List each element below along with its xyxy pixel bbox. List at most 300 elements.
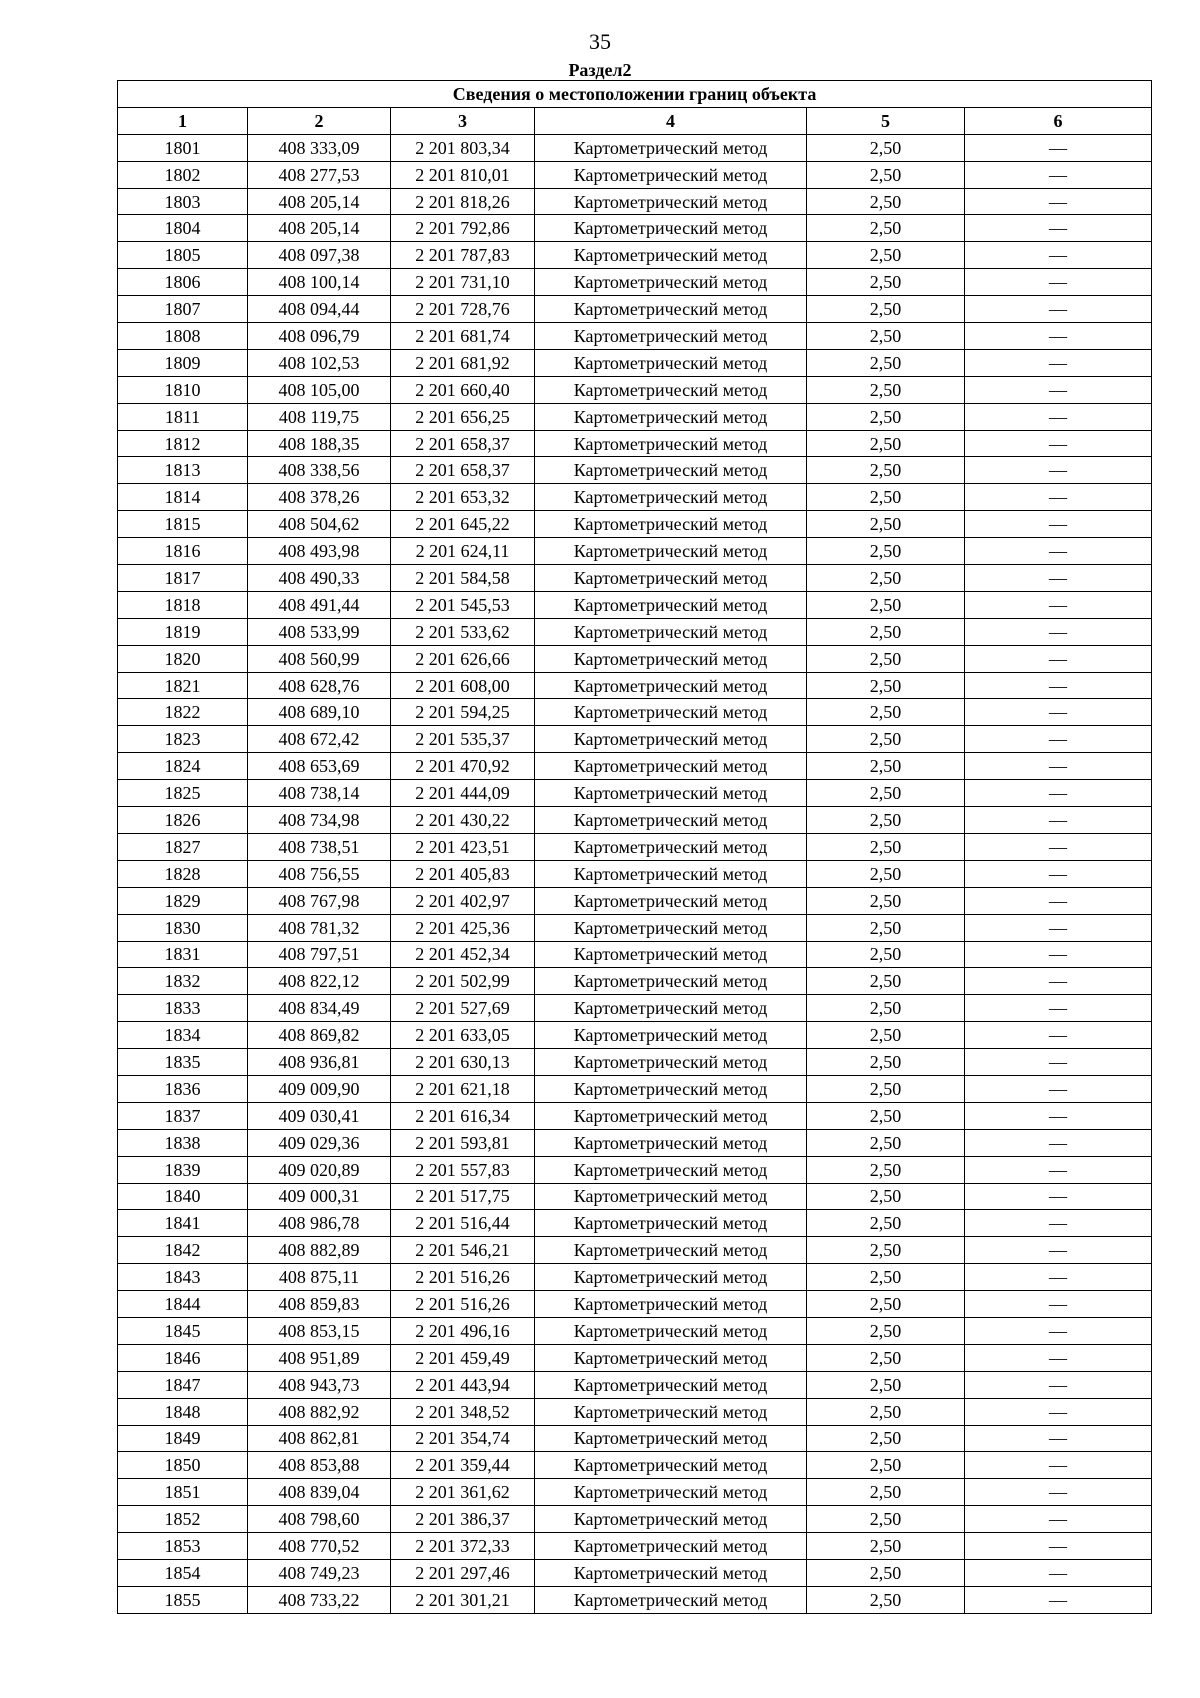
note-cell: — — [965, 1210, 1152, 1237]
accuracy-cell: 2,50 — [807, 1506, 965, 1533]
table-row — [118, 376, 1152, 403]
accuracy-cell: 2,50 — [807, 860, 965, 887]
table-body — [118, 134, 1152, 1613]
x-coordinate-cell: 408 100,14 — [248, 269, 391, 296]
method-cell: Картометрический метод — [535, 887, 807, 914]
point-number-cell: 1829 — [118, 887, 248, 914]
table-row — [118, 1183, 1152, 1210]
table-row — [118, 538, 1152, 565]
method-cell: Картометрический метод — [535, 269, 807, 296]
method-cell: Картометрический метод — [535, 1317, 807, 1344]
point-number-cell: 1832 — [118, 968, 248, 995]
method-cell: Картометрический метод — [535, 188, 807, 215]
note-cell: — — [965, 323, 1152, 350]
point-number-cell: 1834 — [118, 1022, 248, 1049]
method-cell: Картометрический метод — [535, 1452, 807, 1479]
point-number-cell: 1816 — [118, 538, 248, 565]
note-cell: — — [965, 1291, 1152, 1318]
accuracy-cell: 2,50 — [807, 161, 965, 188]
y-coordinate-cell: 2 201 626,66 — [391, 645, 535, 672]
accuracy-cell: 2,50 — [807, 188, 965, 215]
note-cell: — — [965, 1183, 1152, 1210]
note-cell: — — [965, 134, 1152, 161]
note-cell: — — [965, 1533, 1152, 1560]
point-number-cell: 1838 — [118, 1129, 248, 1156]
note-cell: — — [965, 376, 1152, 403]
point-number-cell: 1815 — [118, 511, 248, 538]
accuracy-cell: 2,50 — [807, 1022, 965, 1049]
table-header-row — [118, 107, 1152, 134]
table-row — [118, 349, 1152, 376]
point-number-cell: 1839 — [118, 1156, 248, 1183]
method-cell: Картометрический метод — [535, 538, 807, 565]
y-coordinate-cell: 2 201 516,44 — [391, 1210, 535, 1237]
table-row — [118, 968, 1152, 995]
note-cell: — — [965, 457, 1152, 484]
note-cell: — — [965, 833, 1152, 860]
x-coordinate-cell: 409 029,36 — [248, 1129, 391, 1156]
column-header: 1 — [118, 107, 248, 134]
accuracy-cell: 2,50 — [807, 807, 965, 834]
note-cell: — — [965, 1049, 1152, 1076]
point-number-cell: 1828 — [118, 860, 248, 887]
point-number-cell: 1821 — [118, 672, 248, 699]
method-cell: Картометрический метод — [535, 430, 807, 457]
y-coordinate-cell: 2 201 496,16 — [391, 1317, 535, 1344]
y-coordinate-cell: 2 201 297,46 — [391, 1559, 535, 1586]
x-coordinate-cell: 408 277,53 — [248, 161, 391, 188]
table-row — [118, 511, 1152, 538]
column-header: 6 — [965, 107, 1152, 134]
note-cell: — — [965, 672, 1152, 699]
column-header: 4 — [535, 107, 807, 134]
table-row — [118, 215, 1152, 242]
table-row — [118, 430, 1152, 457]
accuracy-cell: 2,50 — [807, 403, 965, 430]
y-coordinate-cell: 2 201 633,05 — [391, 1022, 535, 1049]
point-number-cell: 1825 — [118, 780, 248, 807]
x-coordinate-cell: 408 504,62 — [248, 511, 391, 538]
accuracy-cell: 2,50 — [807, 1559, 965, 1586]
point-number-cell: 1824 — [118, 753, 248, 780]
method-cell: Картометрический метод — [535, 403, 807, 430]
y-coordinate-cell: 2 201 621,18 — [391, 1075, 535, 1102]
method-cell: Картометрический метод — [535, 1371, 807, 1398]
accuracy-cell: 2,50 — [807, 591, 965, 618]
point-number-cell: 1846 — [118, 1344, 248, 1371]
method-cell: Картометрический метод — [535, 995, 807, 1022]
point-number-cell: 1823 — [118, 726, 248, 753]
method-cell: Картометрический метод — [535, 618, 807, 645]
note-cell: — — [965, 1102, 1152, 1129]
method-cell: Картометрический метод — [535, 511, 807, 538]
accuracy-cell: 2,50 — [807, 1049, 965, 1076]
x-coordinate-cell: 408 738,51 — [248, 833, 391, 860]
point-number-cell: 1827 — [118, 833, 248, 860]
point-number-cell: 1808 — [118, 323, 248, 350]
table-row — [118, 1344, 1152, 1371]
note-cell: — — [965, 887, 1152, 914]
y-coordinate-cell: 2 201 593,81 — [391, 1129, 535, 1156]
note-cell: — — [965, 430, 1152, 457]
table-row — [118, 833, 1152, 860]
accuracy-cell: 2,50 — [807, 1183, 965, 1210]
section-title: Раздел2 — [568, 60, 632, 80]
point-number-cell: 1811 — [118, 403, 248, 430]
accuracy-cell: 2,50 — [807, 1210, 965, 1237]
note-cell: — — [965, 242, 1152, 269]
note-cell: — — [965, 403, 1152, 430]
accuracy-cell: 2,50 — [807, 995, 965, 1022]
method-cell: Картометрический метод — [535, 134, 807, 161]
point-number-cell: 1835 — [118, 1049, 248, 1076]
table-caption-row — [118, 81, 1152, 108]
table-row — [118, 134, 1152, 161]
point-number-cell: 1833 — [118, 995, 248, 1022]
table-row — [118, 914, 1152, 941]
point-number-cell: 1804 — [118, 215, 248, 242]
accuracy-cell: 2,50 — [807, 618, 965, 645]
table-caption: Сведения о местоположении границ объекта — [118, 81, 1152, 108]
point-number-cell: 1814 — [118, 484, 248, 511]
point-number-cell: 1812 — [118, 430, 248, 457]
point-number-cell: 1806 — [118, 269, 248, 296]
x-coordinate-cell: 408 490,33 — [248, 565, 391, 592]
note-cell: — — [965, 699, 1152, 726]
note-cell: — — [965, 565, 1152, 592]
note-cell: — — [965, 807, 1152, 834]
point-number-cell: 1853 — [118, 1533, 248, 1560]
table-row — [118, 807, 1152, 834]
note-cell: — — [965, 1317, 1152, 1344]
accuracy-cell: 2,50 — [807, 1317, 965, 1344]
y-coordinate-cell: 2 201 502,99 — [391, 968, 535, 995]
method-cell: Картометрический метод — [535, 1210, 807, 1237]
table-row — [118, 1075, 1152, 1102]
x-coordinate-cell: 408 491,44 — [248, 591, 391, 618]
point-number-cell: 1842 — [118, 1237, 248, 1264]
table-row — [118, 457, 1152, 484]
method-cell: Картометрический метод — [535, 1237, 807, 1264]
x-coordinate-cell: 408 096,79 — [248, 323, 391, 350]
y-coordinate-cell: 2 201 348,52 — [391, 1398, 535, 1425]
accuracy-cell: 2,50 — [807, 376, 965, 403]
table-row — [118, 1291, 1152, 1318]
note-cell: — — [965, 1506, 1152, 1533]
accuracy-cell: 2,50 — [807, 269, 965, 296]
note-cell: — — [965, 1156, 1152, 1183]
method-cell: Картометрический метод — [535, 1533, 807, 1560]
table-row — [118, 403, 1152, 430]
method-cell: Картометрический метод — [535, 699, 807, 726]
point-number-cell: 1852 — [118, 1506, 248, 1533]
point-number-cell: 1826 — [118, 807, 248, 834]
point-number-cell: 1801 — [118, 134, 248, 161]
table-row — [118, 591, 1152, 618]
note-cell: — — [965, 968, 1152, 995]
y-coordinate-cell: 2 201 527,69 — [391, 995, 535, 1022]
x-coordinate-cell: 408 749,23 — [248, 1559, 391, 1586]
y-coordinate-cell: 2 201 533,62 — [391, 618, 535, 645]
y-coordinate-cell: 2 201 810,01 — [391, 161, 535, 188]
table-row — [118, 753, 1152, 780]
point-number-cell: 1805 — [118, 242, 248, 269]
y-coordinate-cell: 2 201 423,51 — [391, 833, 535, 860]
table-row — [118, 1586, 1152, 1613]
method-cell: Картометрический метод — [535, 1344, 807, 1371]
x-coordinate-cell: 408 672,42 — [248, 726, 391, 753]
note-cell: — — [965, 591, 1152, 618]
table-row — [118, 995, 1152, 1022]
method-cell: Картометрический метод — [535, 565, 807, 592]
table-row — [118, 1129, 1152, 1156]
table-row — [118, 780, 1152, 807]
accuracy-cell: 2,50 — [807, 1371, 965, 1398]
x-coordinate-cell: 408 822,12 — [248, 968, 391, 995]
x-coordinate-cell: 408 493,98 — [248, 538, 391, 565]
y-coordinate-cell: 2 201 301,21 — [391, 1586, 535, 1613]
y-coordinate-cell: 2 201 386,37 — [391, 1506, 535, 1533]
y-coordinate-cell: 2 201 656,25 — [391, 403, 535, 430]
y-coordinate-cell: 2 201 430,22 — [391, 807, 535, 834]
x-coordinate-cell: 409 020,89 — [248, 1156, 391, 1183]
table-row — [118, 699, 1152, 726]
x-coordinate-cell: 408 882,92 — [248, 1398, 391, 1425]
table-row — [118, 242, 1152, 269]
x-coordinate-cell: 408 936,81 — [248, 1049, 391, 1076]
y-coordinate-cell: 2 201 425,36 — [391, 914, 535, 941]
table-row — [118, 1452, 1152, 1479]
point-number-cell: 1802 — [118, 161, 248, 188]
table-row — [118, 941, 1152, 968]
accuracy-cell: 2,50 — [807, 134, 965, 161]
point-number-cell: 1840 — [118, 1183, 248, 1210]
point-number-cell: 1819 — [118, 618, 248, 645]
x-coordinate-cell: 408 105,00 — [248, 376, 391, 403]
note-cell: — — [965, 618, 1152, 645]
x-coordinate-cell: 408 875,11 — [248, 1264, 391, 1291]
note-cell: — — [965, 349, 1152, 376]
accuracy-cell: 2,50 — [807, 1075, 965, 1102]
method-cell: Картометрический метод — [535, 726, 807, 753]
note-cell: — — [965, 1022, 1152, 1049]
table-row — [118, 484, 1152, 511]
point-number-cell: 1822 — [118, 699, 248, 726]
x-coordinate-cell: 408 943,73 — [248, 1371, 391, 1398]
x-coordinate-cell: 408 378,26 — [248, 484, 391, 511]
method-cell: Картометрический метод — [535, 914, 807, 941]
x-coordinate-cell: 408 205,14 — [248, 215, 391, 242]
y-coordinate-cell: 2 201 653,32 — [391, 484, 535, 511]
method-cell: Картометрический метод — [535, 833, 807, 860]
accuracy-cell: 2,50 — [807, 1479, 965, 1506]
point-number-cell: 1845 — [118, 1317, 248, 1344]
method-cell: Картометрический метод — [535, 161, 807, 188]
method-cell: Картометрический метод — [535, 807, 807, 834]
note-cell: — — [965, 296, 1152, 323]
x-coordinate-cell: 408 859,83 — [248, 1291, 391, 1318]
table-row — [118, 860, 1152, 887]
x-coordinate-cell: 408 986,78 — [248, 1210, 391, 1237]
y-coordinate-cell: 2 201 645,22 — [391, 511, 535, 538]
method-cell: Картометрический метод — [535, 215, 807, 242]
method-cell: Картометрический метод — [535, 780, 807, 807]
note-cell: — — [965, 1452, 1152, 1479]
y-coordinate-cell: 2 201 681,74 — [391, 323, 535, 350]
point-number-cell: 1820 — [118, 645, 248, 672]
note-cell: — — [965, 1237, 1152, 1264]
accuracy-cell: 2,50 — [807, 1533, 965, 1560]
y-coordinate-cell: 2 201 616,34 — [391, 1102, 535, 1129]
table-row — [118, 1102, 1152, 1129]
x-coordinate-cell: 408 560,99 — [248, 645, 391, 672]
method-cell: Картометрический метод — [535, 1479, 807, 1506]
accuracy-cell: 2,50 — [807, 1264, 965, 1291]
note-cell: — — [965, 1479, 1152, 1506]
x-coordinate-cell: 408 882,89 — [248, 1237, 391, 1264]
table-row — [118, 672, 1152, 699]
note-cell: — — [965, 1344, 1152, 1371]
method-cell: Картометрический метод — [535, 1183, 807, 1210]
accuracy-cell: 2,50 — [807, 565, 965, 592]
note-cell: — — [965, 188, 1152, 215]
method-cell: Картометрический метод — [535, 1425, 807, 1452]
accuracy-cell: 2,50 — [807, 645, 965, 672]
y-coordinate-cell: 2 201 354,74 — [391, 1425, 535, 1452]
accuracy-cell: 2,50 — [807, 1398, 965, 1425]
accuracy-cell: 2,50 — [807, 941, 965, 968]
accuracy-cell: 2,50 — [807, 215, 965, 242]
accuracy-cell: 2,50 — [807, 538, 965, 565]
accuracy-cell: 2,50 — [807, 968, 965, 995]
x-coordinate-cell: 408 533,99 — [248, 618, 391, 645]
x-coordinate-cell: 408 338,56 — [248, 457, 391, 484]
accuracy-cell: 2,50 — [807, 780, 965, 807]
accuracy-cell: 2,50 — [807, 1291, 965, 1318]
method-cell: Картометрический метод — [535, 349, 807, 376]
accuracy-cell: 2,50 — [807, 457, 965, 484]
y-coordinate-cell: 2 201 443,94 — [391, 1371, 535, 1398]
y-coordinate-cell: 2 201 459,49 — [391, 1344, 535, 1371]
boundary-coordinates-table — [117, 80, 1152, 1614]
x-coordinate-cell: 409 009,90 — [248, 1075, 391, 1102]
x-coordinate-cell: 408 102,53 — [248, 349, 391, 376]
y-coordinate-cell: 2 201 660,40 — [391, 376, 535, 403]
point-number-cell: 1851 — [118, 1479, 248, 1506]
note-cell: — — [965, 1586, 1152, 1613]
point-number-cell: 1809 — [118, 349, 248, 376]
method-cell: Картометрический метод — [535, 672, 807, 699]
point-number-cell: 1818 — [118, 591, 248, 618]
method-cell: Картометрический метод — [535, 1264, 807, 1291]
y-coordinate-cell: 2 201 372,33 — [391, 1533, 535, 1560]
table-row — [118, 618, 1152, 645]
method-cell: Картометрический метод — [535, 1102, 807, 1129]
y-coordinate-cell: 2 201 557,83 — [391, 1156, 535, 1183]
y-coordinate-cell: 2 201 516,26 — [391, 1291, 535, 1318]
y-coordinate-cell: 2 201 608,00 — [391, 672, 535, 699]
method-cell: Картометрический метод — [535, 1049, 807, 1076]
table-row — [118, 1559, 1152, 1586]
x-coordinate-cell: 408 869,82 — [248, 1022, 391, 1049]
accuracy-cell: 2,50 — [807, 323, 965, 350]
column-header: 2 — [248, 107, 391, 134]
method-cell: Картометрический метод — [535, 1291, 807, 1318]
accuracy-cell: 2,50 — [807, 914, 965, 941]
y-coordinate-cell: 2 201 728,76 — [391, 296, 535, 323]
point-number-cell: 1855 — [118, 1586, 248, 1613]
accuracy-cell: 2,50 — [807, 672, 965, 699]
table-row — [118, 161, 1152, 188]
x-coordinate-cell: 408 733,22 — [248, 1586, 391, 1613]
y-coordinate-cell: 2 201 545,53 — [391, 591, 535, 618]
x-coordinate-cell: 408 767,98 — [248, 887, 391, 914]
point-number-cell: 1830 — [118, 914, 248, 941]
x-coordinate-cell: 408 781,32 — [248, 914, 391, 941]
table-row — [118, 1317, 1152, 1344]
note-cell: — — [965, 753, 1152, 780]
x-coordinate-cell: 408 734,98 — [248, 807, 391, 834]
point-number-cell: 1844 — [118, 1291, 248, 1318]
method-cell: Картометрический метод — [535, 591, 807, 618]
y-coordinate-cell: 2 201 405,83 — [391, 860, 535, 887]
accuracy-cell: 2,50 — [807, 1425, 965, 1452]
note-cell: — — [965, 1075, 1152, 1102]
accuracy-cell: 2,50 — [807, 1344, 965, 1371]
table-row — [118, 1425, 1152, 1452]
note-cell: — — [965, 995, 1152, 1022]
accuracy-cell: 2,50 — [807, 699, 965, 726]
accuracy-cell: 2,50 — [807, 726, 965, 753]
point-number-cell: 1849 — [118, 1425, 248, 1452]
note-cell: — — [965, 1398, 1152, 1425]
note-cell: — — [965, 484, 1152, 511]
point-number-cell: 1837 — [118, 1102, 248, 1129]
y-coordinate-cell: 2 201 787,83 — [391, 242, 535, 269]
x-coordinate-cell: 408 097,38 — [248, 242, 391, 269]
y-coordinate-cell: 2 201 594,25 — [391, 699, 535, 726]
x-coordinate-cell: 408 834,49 — [248, 995, 391, 1022]
point-number-cell: 1817 — [118, 565, 248, 592]
point-number-cell: 1813 — [118, 457, 248, 484]
accuracy-cell: 2,50 — [807, 1129, 965, 1156]
x-coordinate-cell: 408 119,75 — [248, 403, 391, 430]
point-number-cell: 1847 — [118, 1371, 248, 1398]
method-cell: Картометрический метод — [535, 860, 807, 887]
note-cell: — — [965, 1425, 1152, 1452]
table-row — [118, 1156, 1152, 1183]
point-number-cell: 1810 — [118, 376, 248, 403]
x-coordinate-cell: 408 094,44 — [248, 296, 391, 323]
accuracy-cell: 2,50 — [807, 833, 965, 860]
method-cell: Картометрический метод — [535, 457, 807, 484]
x-coordinate-cell: 408 853,15 — [248, 1317, 391, 1344]
table-row — [118, 726, 1152, 753]
method-cell: Картометрический метод — [535, 1398, 807, 1425]
x-coordinate-cell: 409 000,31 — [248, 1183, 391, 1210]
table-row — [118, 1049, 1152, 1076]
table-row — [118, 887, 1152, 914]
point-number-cell: 1841 — [118, 1210, 248, 1237]
accuracy-cell: 2,50 — [807, 1452, 965, 1479]
method-cell: Картометрический метод — [535, 484, 807, 511]
x-coordinate-cell: 408 205,14 — [248, 188, 391, 215]
method-cell: Картометрический метод — [535, 323, 807, 350]
y-coordinate-cell: 2 201 818,26 — [391, 188, 535, 215]
accuracy-cell: 2,50 — [807, 1237, 965, 1264]
method-cell: Картометрический метод — [535, 645, 807, 672]
table-row — [118, 188, 1152, 215]
